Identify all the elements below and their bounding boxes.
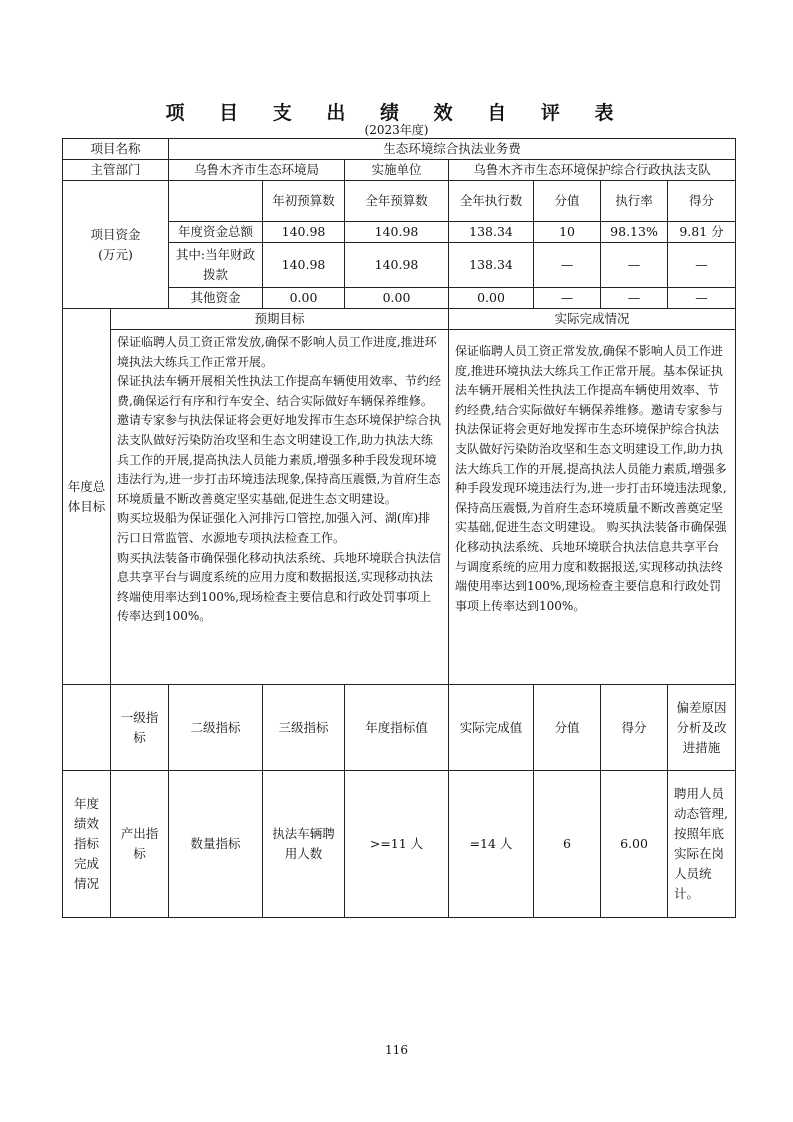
indicators-section-label: 年度绩效指标完成情况 [63, 771, 111, 918]
funds-cell: 9.81 分 [668, 222, 736, 243]
row-funds-header [63, 181, 736, 222]
expected-goals-text [111, 330, 449, 685]
year-note: (2023年度) [364, 123, 429, 137]
actual-results-text [449, 330, 736, 685]
funds-cell: 0.00 [263, 288, 345, 309]
funds-header-points: 分值 [534, 181, 601, 222]
indicator-actual: =14 人 [449, 771, 534, 918]
funds-cell: 138.34 [449, 222, 534, 243]
indicator-target: >=11 人 [345, 771, 449, 918]
indicator-header-points: 分值 [534, 685, 601, 771]
funds-header-rate: 执行率 [601, 181, 668, 222]
page-title: 项 目 支 出 绩 效 自 评 表 [165, 102, 628, 124]
funds-cell: 0.00 [449, 288, 534, 309]
funds-header-blank [169, 181, 263, 222]
funds-cell: — [534, 288, 601, 309]
funds-label: 项目资金 [90, 226, 141, 242]
indicator-header-level1: 一级指标 [111, 685, 169, 771]
row-goals-header [63, 309, 736, 330]
indicator-level1: 产出指标 [111, 771, 169, 918]
funds-unit: (万元) [98, 246, 133, 262]
funds-cell: 140.98 [263, 222, 345, 243]
row-goals-content [63, 330, 736, 685]
row-indicators-header [63, 685, 736, 771]
row-department [63, 160, 736, 181]
expected-goal-paragraph: 保证临聘人员工资正常发放,确保不影响人员工作进度,推进环境执法大练兵工作正常开展。 [117, 335, 437, 369]
funds-header-score: 得分 [668, 181, 736, 222]
indicator-row [63, 771, 736, 918]
funds-cell: 140.98 [345, 222, 449, 243]
indicator-header-level2: 二级指标 [169, 685, 263, 771]
indicators-header-blank [63, 685, 111, 771]
project-name-label: 项目名称 [63, 139, 169, 160]
indicator-header-deviation: 偏差原因分析及改进措施 [668, 685, 736, 771]
expected-goal-paragraph: 邀请专家参与执法保证将会更好地发挥市生态环境保护综合执法支队做好污染防治攻坚和生态文明建设工作,助力执法大练兵工作的开展,提高执法人员能力素质,增强多种手段发现环境违法行为,进一步打击环境违法现象,保持高压震慑,为首府生态环境质量不断改善奠定坚实基础,促进生态文明建设。 [117, 413, 442, 506]
funds-section-label [63, 181, 169, 309]
indicator-level3: 执法车辆聘用人数 [263, 771, 345, 918]
funds-row-label: 年度资金总额 [169, 222, 263, 243]
funds-cell: — [601, 288, 668, 309]
indicator-level2: 数量指标 [169, 771, 263, 918]
evaluation-table [62, 138, 736, 918]
indicator-score: 6.00 [601, 771, 668, 918]
indicator-header-target: 年度指标值 [345, 685, 449, 771]
funds-header-executed: 全年执行数 [449, 181, 534, 222]
funds-cell: 140.98 [263, 243, 345, 288]
impl-value: 乌鲁木齐市生态环境保护综合行政执法支队 [449, 160, 736, 181]
expected-goal-paragraph: 保证执法车辆开展相关性执法工作提高车辆使用效率、节约经费,确保运行有序和行车安全、结合实际做好车辆保养维修。 [117, 374, 442, 408]
funds-cell: — [668, 243, 736, 288]
impl-label: 实施单位 [345, 160, 449, 181]
dept-value: 乌鲁木齐市生态环境局 [169, 160, 345, 181]
funds-header-annual-budget: 全年预算数 [345, 181, 449, 222]
funds-cell: 138.34 [449, 243, 534, 288]
indicator-deviation-note: 聘用人员动态管理,按照年底实际在岗人员统计。 [668, 771, 736, 918]
row-project-name [63, 139, 736, 160]
funds-cell: 0.00 [345, 288, 449, 309]
indicator-header-level3: 三级指标 [263, 685, 345, 771]
indicator-header-actual: 实际完成值 [449, 685, 534, 771]
actual-results-header: 实际完成情况 [449, 309, 736, 330]
indicator-header-score: 得分 [601, 685, 668, 771]
funds-cell: — [601, 243, 668, 288]
project-name-value: 生态环境综合执法业务费 [169, 139, 736, 160]
funds-row-label: 其他资金 [169, 288, 263, 309]
goals-section-label: 年度总体目标 [63, 309, 111, 685]
funds-cell: 98.13% [601, 222, 668, 243]
funds-cell: 140.98 [345, 243, 449, 288]
funds-cell: — [668, 288, 736, 309]
page-number: 116 [385, 1043, 408, 1057]
expected-goal-paragraph: 购买执法装备市确保强化移动执法系统、兵地环境联合执法信息共享平台与调度系统的应用力度和数据报送,实现移动执法终端使用率达到100%,现场检查主要信息和行政处罚事项上传率达到100%。 [117, 550, 442, 624]
funds-cell: — [534, 243, 601, 288]
dept-label: 主管部门 [63, 160, 169, 181]
funds-cell: 10 [534, 222, 601, 243]
indicator-points: 6 [534, 771, 601, 918]
expected-goal-paragraph: 购买垃圾船为保证强化入河排污口管控,加强入河、湖(库)排污口日常监管、水源地专项执法检查工作。 [117, 511, 431, 545]
actual-results-paragraph: 保证临聘人员工资正常发放,确保不影响人员工作进度,推进环境执法大练兵工作正常开展。基本保证执法车辆开展相关性执法工作提高车辆使用效率、节约经费,结合实际做好车辆保养维修。邀请专家参与执法保证将会更好地发挥市生态环境保护综合执法支队做好污染防治攻坚和生态文明建设工作,助力执法大练兵工作的开展,提高执法人员能力素质,增强多种手段发现环境违法行为,进一步打击环境违法现象,保持高压震慑,为首府生态环境质量不断改善奠定坚实基础,促进生态文明建设。 购买执法装备市确保强化移动执法系统、兵地环境联合执法信息共享平台与调度系统的应用力度和数据报送,实现移动执法终端使用率达到100%,现场检查主要信息和行政处罚事项上传率达到100%。 [455, 344, 727, 613]
funds-row-label: 其中:当年财政拨款 [169, 243, 263, 288]
funds-header-initial-budget: 年初预算数 [263, 181, 345, 222]
expected-goals-header: 预期目标 [111, 309, 449, 330]
